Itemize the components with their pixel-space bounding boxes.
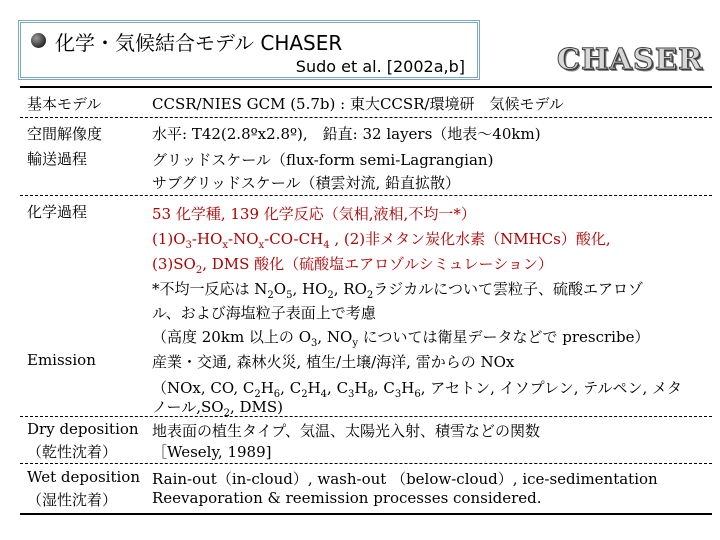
- chemistry-line-1: 53 化学種, 139 化学反応（気相,液相,不均一*）: [152, 205, 476, 223]
- value-resolution: 水平: T42(2.8ºx2.8º), 鉛直: 32 layers（地表～40km): [152, 125, 541, 143]
- chaser-logo: [555, 42, 705, 86]
- label-transport: 輸送過程: [27, 150, 88, 168]
- page-title: 化学・気候結合モデル CHASER: [55, 31, 343, 55]
- row-divider: [20, 416, 712, 417]
- row-divider: [20, 117, 712, 118]
- top-rule: [20, 86, 712, 88]
- chaser-logo-text: CHASER: [556, 42, 704, 76]
- chemistry-line-3: $(3)SO_2$, DMS 酸化（硫酸塩エアロゾルシミュレーション）: [152, 255, 553, 276]
- title-box: [18, 20, 480, 80]
- label-wet-deposition: Wet deposition: [27, 468, 140, 486]
- chemistry-line-4: *不均一反応は $N_2O_5$, $HO_2$, $RO_2$ラジカルについて雲粒子、硫酸エアロゾ: [152, 280, 643, 301]
- label-chemistry: 化学過程: [27, 203, 88, 221]
- value-base-model: CCSR/NIES GCM (5.7b) : 東大CCSR/環境研 気候モデル: [152, 95, 564, 113]
- emission-line-3: ノール$,SO_2$, DMS): [152, 398, 284, 419]
- emission-line-2: （NOx, CO, $C_2H_6$, $C_2H_4$, $C_3H_8$, $C_3H_6$, アセトン, イソプレン, テルペン, メタ: [152, 379, 683, 400]
- label-dry-deposition-jp: （乾性沈着）: [27, 443, 118, 461]
- label-base-model: 基本モデル: [27, 95, 102, 113]
- row-divider: [20, 195, 712, 196]
- label-resolution: 空間解像度: [27, 125, 103, 143]
- label-dry-deposition: Dry deposition: [27, 420, 139, 438]
- chemistry-line-5: ル、および海塩粒子表面上で考慮: [152, 304, 376, 322]
- wet-deposition-line-2: Reevaporation & reemission processes considered.: [152, 489, 542, 507]
- emission-line-1: 産業・交通, 森林火災, 植生/土壌/海洋, 雷からの NOx: [152, 353, 515, 371]
- title-reference: Sudo et al. [2002a,b]: [295, 57, 465, 76]
- label-wet-deposition-jp: （湿性沈着）: [27, 491, 118, 509]
- dry-deposition-line-2: ［Wesely, 1989]: [152, 443, 272, 461]
- label-emission: Emission: [27, 351, 96, 369]
- row-divider: [20, 463, 712, 464]
- chemistry-line-2: $(1)O_3-HO_x-NO_x-CO-CH_4$ , (2)非メタン炭化水素（NMHCs）酸化,: [152, 230, 611, 251]
- dry-deposition-line-1: 地表面の植生タイプ、気温、太陽光入射、積雪などの関数: [152, 422, 541, 440]
- transport-line-1: グリッドスケール（flux-form semi-Lagrangian): [152, 151, 494, 169]
- bottom-rule: [20, 513, 712, 515]
- bullet-icon: [31, 33, 46, 48]
- chemistry-line-6: （高度 20km 以上の $O_3$, $NO_y$ については衛星データなどで prescribe）: [152, 328, 650, 349]
- transport-line-2: サブグリッドスケール（積雲対流, 鉛直拡散）: [152, 174, 461, 192]
- wet-deposition-line-1: Rain-out（in-cloud）, wash-out （below-cloud）, ice-sedimentation: [152, 470, 658, 488]
